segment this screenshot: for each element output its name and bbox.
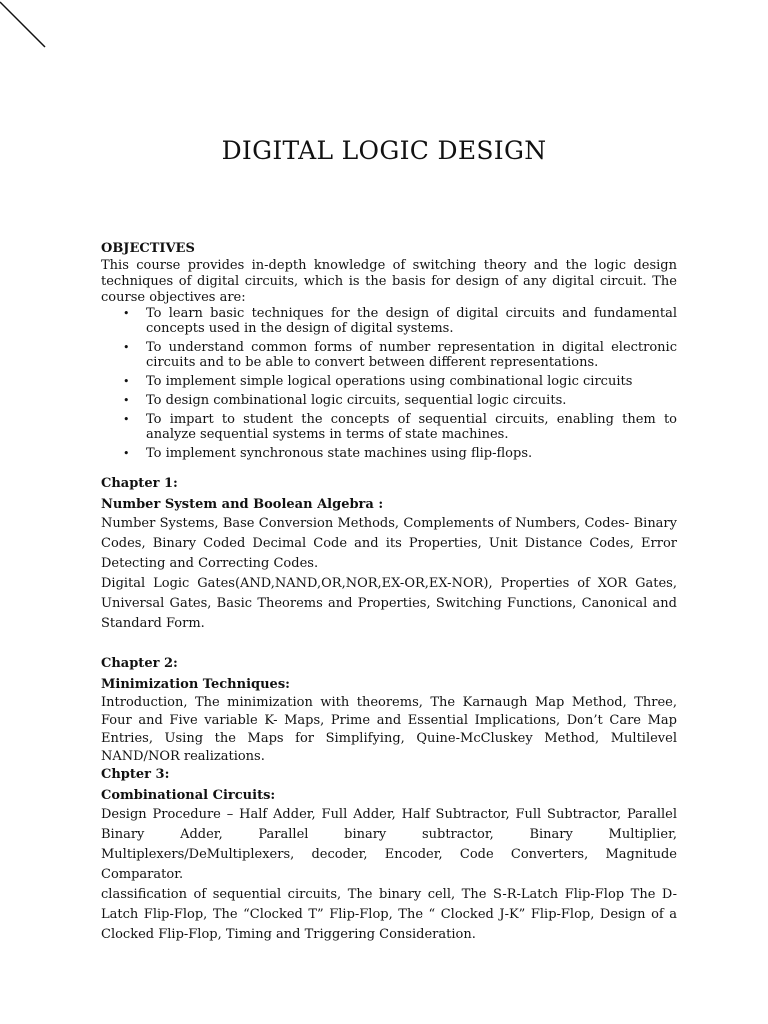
chapter3-para1: Design Procedure – Half Adder, Full Adder, Half Subtractor, Full Subtractor, Parallel Binary Adder, Parallel binary subtractor, Binary Multiplier, Multiplexers/DeMultiplexers, decoder, Encoder, Code Converters, Magnitude Comparator. <box>101 807 677 882</box>
objectives-section <box>101 240 677 465</box>
objectives-heading: OBJECTIVES <box>101 241 195 256</box>
list-item: • To implement synchronous state machines using flip-flops. <box>123 446 533 461</box>
chapter3-para2: classification of sequential circuits, The binary cell, The S-R-Latch Flip-Flop The D-Latch Flip-Flop, The “Clocked T” Flip-Flop, The “ Clocked J-K” Flip-Flop, Design of a Clocked Flip-Flop, Timing and Triggering Consideration. <box>101 887 677 942</box>
bullet-icon: • <box>123 447 130 460</box>
corner-diagonal-line <box>0 0 50 50</box>
chapter2-label: Chapter 2: <box>101 656 178 671</box>
bullet-icon: • <box>123 375 130 388</box>
bullet-icon: • <box>123 413 130 426</box>
bullet-icon: • <box>123 394 130 407</box>
chapter1-section <box>101 475 677 634</box>
chapter2-para1: Introduction, The minimization with theorems, The Karnaugh Map Method, Three, Four and Five variable K- Maps, Prime and Essential Implications, Don’t Care Map Entries, Using the Maps for Simplifying, Quine-McCluskey Method, Multilevel NAND/NOR realizations. <box>101 695 677 764</box>
objectives-intro: This course provides in-depth knowledge of switching theory and the logic design techniques of digital circuits, which is the basis for design of any digital circuit. The course objectives are: <box>101 258 677 305</box>
list-item: • To impart to student the concepts of sequential circuits, enabling them to analyze sequential systems in terms of state machines. <box>123 412 677 442</box>
list-item: • To understand common forms of number representation in digital electronic circuits and to be able to convert between different representations. <box>123 340 677 370</box>
chapter1-para1: Number Systems, Base Conversion Methods, Complements of Numbers, Codes- Binary Codes, Binary Coded Decimal Code and its Properties, Unit Distance Codes, Error Detecting and Correcting Codes. <box>101 516 677 571</box>
chapter1-label: Chapter 1: <box>101 476 178 491</box>
bullet-icon: • <box>123 307 130 320</box>
list-item: • To learn basic techniques for the design of digital circuits and fundamental concepts used in the design of digital systems. <box>123 306 677 336</box>
list-item: • To design combinational logic circuits, sequential logic circuits. <box>123 393 567 408</box>
chapter1-para2: Digital Logic Gates(AND,NAND,OR,NOR,EX-OR,EX-NOR), Properties of XOR Gates, Universal Gates, Basic Theorems and Properties, Switching Functions, Canonical and Standard Form. <box>101 576 677 631</box>
chapter3-label: Chpter 3: <box>101 767 170 782</box>
list-item: • To implement simple logical operations using combinational logic circuits <box>123 374 633 389</box>
bullet-icon: • <box>123 341 130 354</box>
page-title: DIGITAL LOGIC DESIGN <box>221 136 547 165</box>
chapter1-title: Number System and Boolean Algebra : <box>101 497 384 512</box>
chapter3-section <box>101 766 677 945</box>
chapter3-title: Combinational Circuits: <box>101 788 276 803</box>
chapter2-section <box>101 655 677 766</box>
objectives-list <box>101 306 677 461</box>
chapter2-title: Minimization Techniques: <box>101 677 290 692</box>
